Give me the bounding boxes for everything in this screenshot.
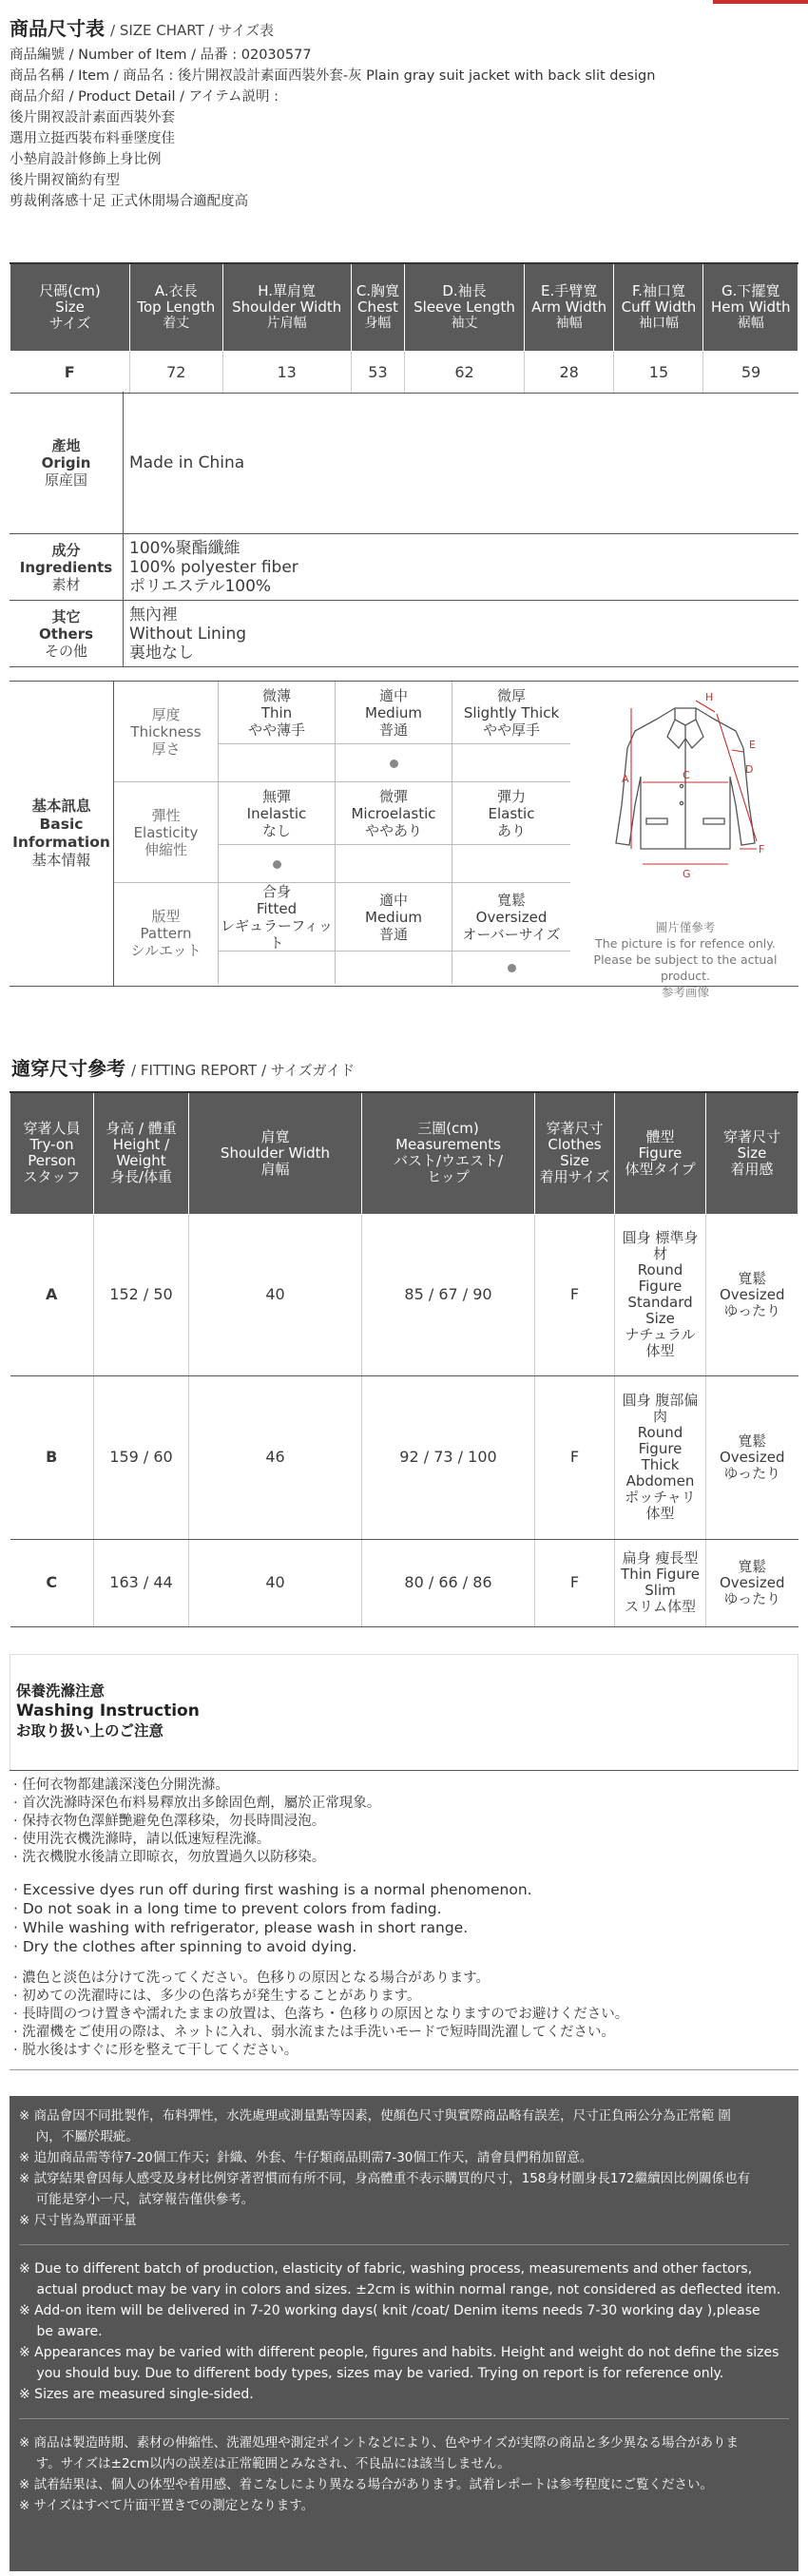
thickness-row: [114, 682, 570, 782]
diagram-letter-a: A: [622, 773, 629, 785]
notes-panel: [10, 2096, 798, 2571]
diagram-letter-c: C: [683, 769, 690, 781]
shoulder-cell: 46: [189, 1375, 362, 1539]
fit-feel-cell: 寬鬆 Ovesized ゆったり: [706, 1214, 798, 1375]
diagram-letter-g: G: [683, 868, 691, 880]
notes-zh: ※ 商品會因不同批製作，布料彈性，水洗處理或測量點等因素，使顏色尺寸與實際商品略有誤差，尺寸正負兩公分為正常範 圍 內，不屬於瑕疵。 ※ 追加商品需等待7-20個工作天；針織、外套、牛仔類商品則需7-30個工作天，請會員們稍加留意。 ※ 試穿結果會因每人感受及身材比例穿著習慣而有所不同，身高體重不表示購買的尺寸，158身材圍身長172繼續因比例關係也有 可能是穿小一尺，試穿報告僅供參考。 ※ 尺寸皆為單面平量: [19, 2108, 751, 2228]
notes-en: ※ Due to different batch of production, elasticity of fabric, washing process, measurements and other factors, actual product may be vary in colors and sizes. ±2cm is within normal range, not considered as deflected item. ※ Add-on item will be delivered in 7-20 working days( knit /coat/ Denim items needs 7-30 working day ),please be aware. ※ Appearances may be varied with different people, figures and habits. Height and weight do not define the sizes you should buy. Due to different body types, sizes may be varied. Trying on report is for reference only. ※ Sizes are measured single-sided.: [19, 2261, 781, 2402]
arm-width-col-header: E.手臂寬 Arm Width 袖幅: [524, 263, 614, 351]
cuff-width-cell: 15: [614, 351, 703, 393]
person-cell: C: [10, 1539, 94, 1626]
size-table-header-row: [10, 263, 798, 351]
elasticity-label: 彈性 Elasticity 伸縮性: [114, 782, 219, 883]
washing-zh: · 任何衣物都建議深淺色分開洗滌。 · 首次洗滌時深色布料易釋放出多餘固色劑，屬於正常現象。 · 保持衣物色澤鮮艷避免色澤移染，勿長時間浸泡。 · 使用洗衣機洗滌時，請以低速短程洗滌。 · 洗衣機脫水後請立即晾衣，勿放置過久以防移染。: [13, 1778, 381, 1865]
image-caption: 圖片僅參考 The picture is for refence only. Please be subject to the actual product. 参考画像: [593, 920, 778, 999]
size-col-header: 尺碼(cm) Size サイズ: [10, 263, 130, 351]
washing-instruction-body: [10, 1770, 798, 2070]
diagram-letter-e: E: [749, 739, 756, 751]
sleeve-length-col-header: D.袖長 Sleeve Length 袖丈: [405, 263, 525, 351]
elasticity-option-inelastic: 無彈 Inelastic なし: [219, 782, 336, 845]
figure-cell: 圓身 標準身材 Round Figure Standard Size ナチュラル体型: [615, 1214, 706, 1375]
top-length-cell: 72: [130, 351, 223, 393]
others-value: 無內裡 Without Lining 裏地なし: [129, 605, 247, 663]
product-detail-line: 後片開衩簡約有型: [10, 173, 120, 188]
size-table: [10, 262, 798, 394]
item-name: 商品名稱 / Item / 商品名 : 後片開衩設計素面西裝外套-灰 Plain gray suit jacket with back slit design: [10, 68, 656, 84]
product-detail-line: 小墊肩設計修飾上身比例: [10, 152, 162, 167]
thickness-indicator-cell: [452, 744, 570, 782]
others-label: 其它 Others その他: [10, 601, 124, 666]
pattern-indicator-cell: [219, 952, 336, 984]
others-row: [10, 601, 798, 667]
selected-dot-icon: [273, 860, 281, 869]
notes-divider: [19, 2244, 789, 2245]
pattern-indicator-cell: [452, 952, 570, 984]
shoulder-cell: 40: [189, 1214, 362, 1375]
ingredients-label: 成分 Ingredients 素材: [10, 534, 124, 600]
size-chart-title: 商品尺寸表 / SIZE CHART / サイズ表: [10, 17, 275, 40]
fit-feel-cell: 寬鬆 Ovesized ゆったり: [706, 1539, 798, 1626]
origin-value: Made in China: [129, 452, 245, 472]
shoulder-cell: 40: [189, 1539, 362, 1626]
shoulder-width-col-header: H.單肩寬 Shoulder Width 片肩幅: [222, 263, 351, 351]
item-number: 商品編號 / Number of Item / 品番 : 02030577: [10, 48, 312, 63]
fitting-table-header-row: [10, 1092, 798, 1214]
measurements-cell: 85 / 67 / 90: [362, 1214, 535, 1375]
diagram-letter-d: D: [745, 763, 754, 776]
selected-dot-icon: [390, 759, 398, 768]
thickness-option-thin: 微薄 Thin やや薄手: [219, 682, 336, 744]
measurements-cell: 92 / 73 / 100: [362, 1375, 535, 1539]
table-row: [10, 1375, 798, 1539]
size-cell: F: [535, 1214, 615, 1375]
chest-cell: 53: [351, 351, 404, 393]
person-cell: A: [10, 1214, 94, 1375]
elasticity-row: [114, 782, 570, 883]
size-cell: F: [10, 351, 130, 393]
pattern-label: 版型 Pattern シルエット: [114, 883, 219, 984]
cuff-width-col-header: F.袖口寬 Cuff Width 袖口幅: [614, 263, 703, 351]
product-detail-line: 剪裁俐落感十足 正式休閒場合適配度高: [10, 194, 249, 209]
fitting-report-title: 適穿尺寸參考 / FITTING REPORT / サイズガイド: [11, 1057, 356, 1080]
fit-feel-cell: 寬鬆 Ovesized ゆったり: [706, 1375, 798, 1539]
clothes-size-col-header: 穿著尺寸 Clothes Size 着用サイズ: [535, 1092, 615, 1214]
diagram-letter-h: H: [705, 691, 714, 703]
figure-col-header: 體型 Figure 体型タイプ: [615, 1092, 706, 1214]
origin-label: 產地 Origin 原産国: [10, 392, 124, 533]
product-detail-label: 商品介紹 / Product Detail / アイテム説明 :: [10, 89, 279, 105]
pattern-indicator-cell: [336, 952, 452, 984]
jacket-outline-icon: [572, 682, 798, 919]
product-detail-line: 選用立挺西裝布料垂墜度佳: [10, 131, 175, 146]
elasticity-indicator-cell: [336, 845, 452, 883]
jacket-measurement-diagram: [572, 682, 798, 999]
height-weight-cell: 152 / 50: [94, 1214, 189, 1375]
shoulder-width-col-header: 肩寬 Shoulder Width 肩幅: [189, 1092, 362, 1214]
pattern-option-medium: 適中 Medium 普通: [336, 883, 452, 952]
elasticity-option-microelastic: 微彈 Microelastic ややあり: [336, 782, 452, 845]
diagram-letter-f: F: [759, 843, 765, 855]
fitting-table: [10, 1091, 798, 1627]
top-accent-bar: [713, 0, 808, 4]
washing-instruction-title: 保養洗滌注意 Washing Instruction お取り扱い上のご注意: [10, 1654, 798, 1770]
pattern-row: [114, 883, 570, 984]
attribute-grid: [114, 682, 570, 986]
thickness-indicator-cell: [336, 744, 452, 782]
basic-information: [10, 681, 798, 999]
pattern-option-fitted: 合身 Fitted レギュラーフィット: [219, 883, 336, 952]
table-row: [10, 1214, 798, 1375]
hem-width-col-header: G.下擺寬 Hem Width 裾幅: [703, 263, 798, 351]
measurements-cell: 80 / 66 / 86: [362, 1539, 535, 1626]
ingredients-value: 100%聚酯纖維 100% polyester fiber ポリエステル100%: [129, 538, 298, 596]
thickness-option-medium: 適中 Medium 普通: [336, 682, 452, 744]
selected-dot-icon: [508, 964, 516, 972]
washing-ja: · 濃色と淡色は分けて洗ってください。色移りの原因となる場合があります。 · 初めての洗濯時には、多少の色落ちが発生することがあります。 · 長時間のつけ置きや濡れたままの放置は、色落ち・色移りの原因となりますのでお避けください。 · 洗濯機をご使用の際は、ネットに入れ、弱水流または手洗いモードで短時間洗濯してください。 · 脱水後はすぐに形を整えて干してください。: [13, 1970, 629, 2058]
elasticity-indicator-cell: [219, 845, 336, 883]
height-weight-cell: 163 / 44: [94, 1539, 189, 1626]
thickness-indicator-cell: [219, 744, 336, 782]
elasticity-indicator-cell: [452, 845, 570, 883]
product-detail-line: 後片開衩設計素面西裝外套: [10, 110, 175, 125]
basic-info-label: 基本訊息 Basic Information 基本情報: [10, 682, 114, 986]
sleeve-length-cell: 62: [405, 351, 525, 393]
try-on-person-col-header: 穿著人員 Try-on Person スタッフ: [10, 1092, 94, 1214]
height-weight-col-header: 身高 / 體重 Height / Weight 身長/体重: [94, 1092, 189, 1214]
elasticity-option-elastic: 彈力 Elastic あり: [452, 782, 570, 845]
pattern-option-oversized: 寬鬆 Oversized オーバーサイズ: [452, 883, 570, 952]
top-length-col-header: A.衣長 Top Length 着丈: [130, 263, 223, 351]
washing-en: · Excessive dyes run off during first washing is a normal phenomenon. · Do not soak in a long time to prevent colors from fading. · While washing with refrigerator, please wash in short range. · Dry the clothes after spinning to avoid dying.: [13, 1881, 532, 1955]
shoulder-width-cell: 13: [222, 351, 351, 393]
origin-row: [10, 392, 798, 534]
arm-width-cell: 28: [524, 351, 614, 393]
notes-divider: [19, 2418, 789, 2419]
table-row: [10, 1539, 798, 1626]
figure-cell: 扁身 瘦長型 Thin Figure Slim スリム体型: [615, 1539, 706, 1626]
size-chart-header: [10, 13, 798, 212]
ingredients-row: [10, 534, 798, 601]
size-cell: F: [535, 1539, 615, 1626]
hem-width-cell: 59: [703, 351, 798, 393]
size-cell: F: [535, 1375, 615, 1539]
table-row: [10, 351, 798, 393]
notes-ja: ※ 商品は製造時期、素材の伸縮性、洗濯処理や測定ポイントなどにより、色やサイズが実際の商品と多少異なる場合がありま す。サイズは±2cm以内の誤差は正常範囲とみなされ、不良品には該当しません。 ※ 試着結果は、個人の体型や着用感、着こなしにより異なる場合があります。試着レポートは参考程度にご覧ください。 ※ サイズはすべて片面平置きでの測定となります。: [19, 2435, 740, 2513]
person-cell: B: [10, 1375, 94, 1539]
chest-col-header: C.胸寬 Chest 身幅: [351, 263, 404, 351]
thickness-option-slightly-thick: 微厚 Slightly Thick やや厚手: [452, 682, 570, 744]
thickness-label: 厚度 Thickness 厚さ: [114, 682, 219, 782]
height-weight-cell: 159 / 60: [94, 1375, 189, 1539]
measurements-col-header: 三圍(cm) Measurements バスト/ウエスト/ ヒップ: [362, 1092, 535, 1214]
fit-feel-col-header: 穿著尺寸 Size 着用感: [706, 1092, 798, 1214]
figure-cell: 圓身 腹部偏肉 Round Figure Thick Abdomen ポッチャリ体型: [615, 1375, 706, 1539]
